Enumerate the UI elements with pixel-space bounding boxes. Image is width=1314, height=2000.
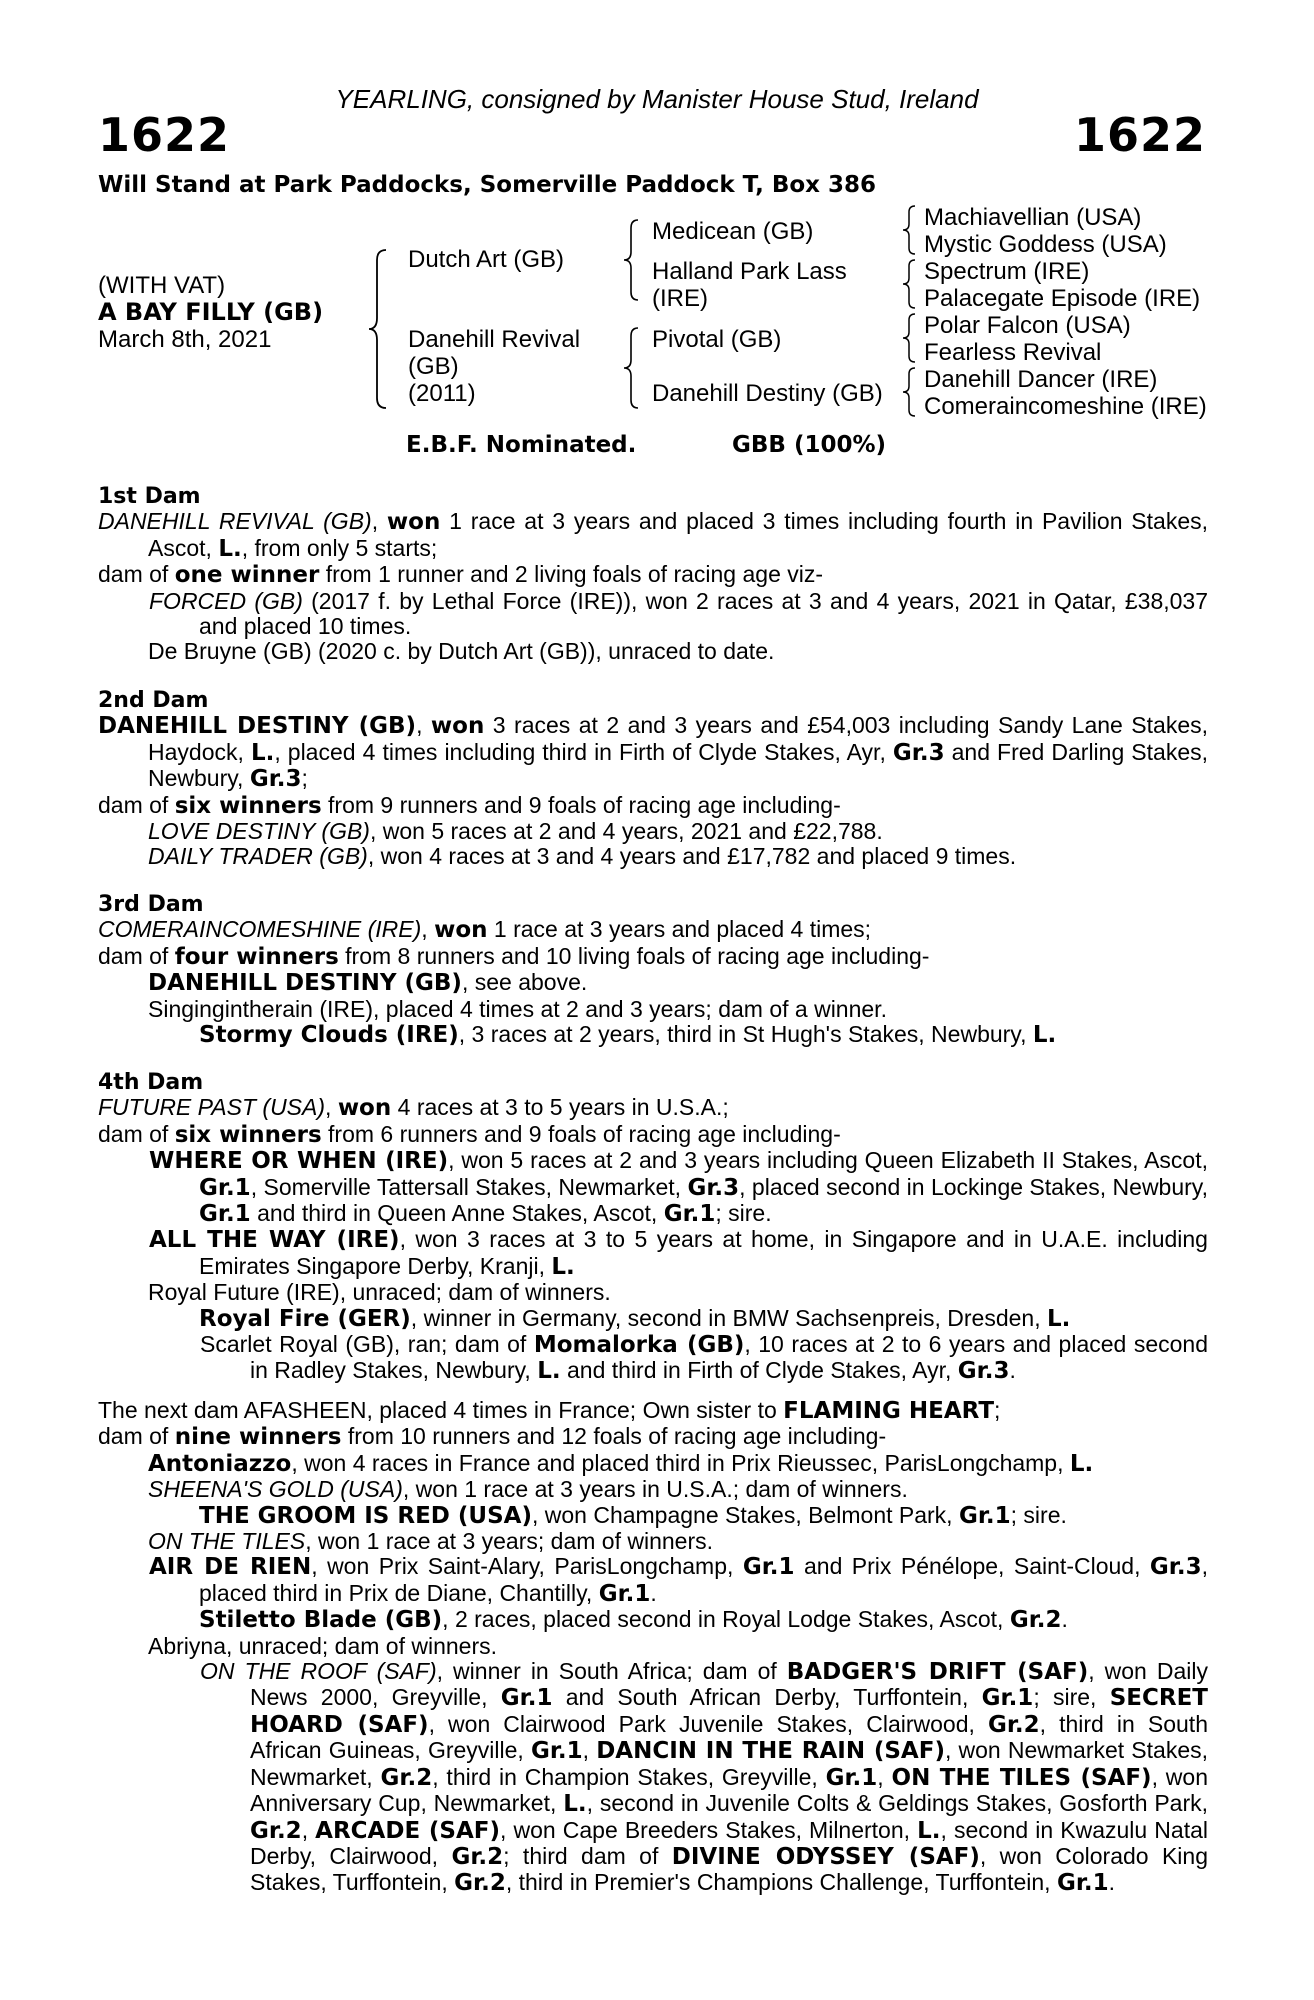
- lot-number-left: 1622: [98, 108, 231, 162]
- gg-6: Fearless Revival: [924, 339, 1102, 366]
- brace-icon: [620, 326, 644, 410]
- sire-dam-line-1: Halland Park Lass: [652, 258, 847, 285]
- brace-icon: [620, 218, 644, 302]
- gg-4: Palacegate Episode (IRE): [924, 285, 1201, 312]
- dam-line-3: (2011): [408, 380, 476, 407]
- gg-5: Polar Falcon (USA): [924, 312, 1131, 339]
- sire: Dutch Art (GB): [408, 246, 565, 273]
- gbb-rating: GBB (100%): [732, 432, 887, 458]
- brace-icon: [900, 204, 920, 256]
- dam-dam: Danehill Destiny (GB): [652, 380, 883, 407]
- dam-line-1: Danehill Revival: [408, 326, 581, 353]
- gg-7: Danehill Dancer (IRE): [924, 366, 1158, 393]
- next-dam-section: The next dam AFASHEEN, placed 4 times in France; Own sister to FLAMING HEART; dam of nine winners from 10 runners and 12 foals of racing age including- Antoniazzo, won 4 races in France and placed third in Prix Rieussec, ParisLongchamp, L. SHEENA'S GOLD (USA), won 1 race at 3 years in U.S.A.; dam of winners. THE GROOM IS RED (USA), won Champagne Stakes, Belmont Park, Gr.1; sire. ON THE TILES, won 1 race at 3 years; dam of winners. AIR DE RIEN, won Prix Saint-Alary, ParisLongchamp, Gr.1 and Prix Pénélope, Saint-Cloud, Gr.3, placed third in Prix de Diane, Chantilly, Gr.1. Stiletto Blade (GB), 2 races, placed second in Royal Lodge Stakes, Ascot, Gr.2. Abriyna, unraced; dam of winners. ON THE ROOF (SAF), winner in South Africa; dam of BADGER'S DRIFT (SAF), won Daily News 2000, Greyville, Gr.1 and South African Derby, Turffontein, Gr.1; sire, SECRET HOARD (SAF), won Clairwood Park Juvenile Stakes, Clairwood, Gr.2, third in South African Guineas, Greyville, Gr.1, DANCIN IN THE RAIN (SAF), won Newmarket Stakes, Newmarket, Gr.2, third in Champion Stakes, Greyville, Gr.1, ON THE TILES (SAF), won Anniversary Cup, Newmarket, L., second in Juvenile Colts & Geldings Stakes, Gosforth Park, Gr.2, ARCADE (SAF), won Cape Breeders Stakes, Milnerton, L., second in Kwazulu Natal Derby, Clairwood, Gr.2; third dam of DIVINE ODYSSEY (SAF), won Colorado King Stakes, Turffontein, Gr.2, third in Premier's Champions Challenge, Turffontein, Gr.1.: [98, 1397, 1209, 1897]
- dam-sire: Pivotal (GB): [652, 326, 782, 353]
- gg-8: Comeraincomeshine (IRE): [924, 393, 1207, 420]
- stand-location: Will Stand at Park Paddocks, Somerville Paddock T, Box 386: [98, 172, 877, 198]
- brace-icon: [900, 312, 920, 364]
- gg-3: Spectrum (IRE): [924, 258, 1090, 285]
- second-dam-section: 2nd Dam DANEHILL DESTINY (GB), won 3 races at 2 and 3 years and £54,003 including Sandy Lane Stakes, Haydock, L., placed 4 times including third in Firth of Clyde Stakes, Ayr, Gr.3 and Fred Darling Stakes, Newbury, Gr.3; dam of six winners from 9 runners and 9 foals of racing age including- LOVE DESTINY (GB), won 5 races at 2 and 4 years, 2021 and £22,788. DAILY TRADER (GB), won 4 races at 3 and 4 years and £17,782 and placed 9 times.: [98, 688, 1209, 870]
- fourth-dam-heading: 4th Dam: [98, 1070, 204, 1095]
- brace-icon: [900, 258, 920, 310]
- brace-icon: [900, 366, 920, 418]
- sale-subtitle: YEARLING, consigned by Manister House Stud, Ireland: [335, 84, 979, 114]
- brace-icon: [364, 248, 392, 410]
- horse-name: A BAY FILLY (GB): [98, 298, 324, 326]
- fourth-dam-section: 4th Dam FUTURE PAST (USA), won 4 races at 3 to 5 years in U.S.A.; dam of six winners from 6 runners and 9 foals of racing age including- WHERE OR WHEN (IRE), won 5 races at 2 and 3 years including Queen Elizabeth II Stakes, Ascot, Gr.1, Somerville Tattersall Stakes, Newmarket, Gr.3, placed second in Lockinge Stakes, Newbury, Gr.1 and third in Queen Anne Stakes, Ascot, Gr.1; sire. ALL THE WAY (IRE), won 3 races at 3 to 5 years at home, in Singapore and in U.A.E. including Emirates Singapore Derby, Kranji, L. Royal Future (IRE), unraced; dam of winners. Royal Fire (GER), winner in Germany, second in BMW Sachsenpreis, Dresden, L. Scarlet Royal (GB), ran; dam of Momalorka (GB), 10 races at 2 to 6 years and placed second in Radley Stakes, Newbury, L. and third in Firth of Clyde Stakes, Ayr, Gr.3.: [98, 1070, 1208, 1385]
- first-dam-section: 1st Dam DANEHILL REVIVAL (GB), won 1 race at 3 years and placed 3 times including fourth in Pavilion Stakes, Ascot, L., from only 5 starts; dam of one winner from 1 runner and 2 living foals of racing age viz- FORCED (GB) (2017 f. by Lethal Force (IRE)), won 2 races at 3 and 4 years, 2021 in Qatar, £38,037 and placed 10 times. De Bruyne (GB) (2020 c. by Dutch Art (GB)), unraced to date.: [98, 484, 1209, 665]
- sire-sire: Medicean (GB): [652, 218, 814, 245]
- foaling-date: March 8th, 2021: [98, 326, 272, 353]
- gg-1: Machiavellian (USA): [924, 204, 1142, 231]
- lot-number-right: 1622: [1073, 108, 1206, 162]
- vat-note: (WITH VAT): [98, 272, 226, 299]
- dam-line-2: (GB): [408, 353, 459, 380]
- second-dam-heading: 2nd Dam: [98, 688, 209, 713]
- third-dam-section: 3rd Dam COMERAINCOMESHINE (IRE), won 1 race at 3 years and placed 4 times; dam of four winners from 8 runners and 10 living foals of racing age including- DANEHILL DESTINY (GB), see above. Singingintherain (IRE), placed 4 times at 2 and 3 years; dam of a winner. Stormy Clouds (IRE), 3 races at 2 years, third in St Hugh's Stakes, Newbury, L.: [98, 892, 1208, 1048]
- sire-dam-line-2: (IRE): [652, 285, 708, 312]
- third-dam-heading: 3rd Dam: [98, 892, 204, 917]
- gg-2: Mystic Goddess (USA): [924, 231, 1167, 258]
- first-dam-heading: 1st Dam: [98, 484, 201, 509]
- ebf-nominated: E.B.F. Nominated.: [406, 432, 637, 458]
